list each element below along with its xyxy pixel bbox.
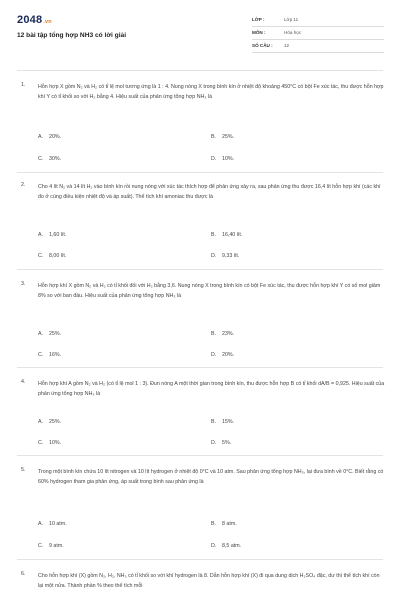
question-text: Trong một bình kín chứa 10 lít nitrogen và 10 lít hydrogen ở nhiệt độ 0°C và 10 atm. Sau phản ứng tổng hợp NH₃, lại đưa bình về 0°C. Biết rằng có 60% hydrogen tham gia phản ứng, áp suất trong bình sau phản ứng là (38, 469, 384, 485)
question-number: 2. (21, 182, 26, 188)
option-b[interactable] (211, 331, 234, 337)
option-c[interactable] (38, 253, 66, 259)
option-value: 25%. (49, 419, 62, 425)
question-number: 3. (21, 281, 26, 287)
option-value: 10%. (222, 156, 235, 162)
option-value: 8,5 atm. (222, 543, 242, 549)
option-letter: D. (211, 543, 217, 549)
option-d[interactable] (211, 156, 234, 162)
option-value: 15%. (222, 419, 235, 425)
option-value: 1,60 lít. (49, 232, 67, 238)
meta-row-class (252, 14, 384, 27)
option-letter: A. (38, 521, 44, 527)
option-b[interactable] (211, 419, 234, 425)
option-letter: A. (38, 232, 44, 238)
option-c[interactable] (38, 543, 64, 549)
option-letter: D. (211, 440, 217, 446)
question-divider (17, 367, 383, 368)
option-letter: D. (211, 352, 217, 358)
option-c[interactable] (38, 440, 61, 446)
option-value: 20%. (49, 134, 62, 140)
option-value: 8,00 lít. (49, 253, 67, 259)
option-c[interactable] (38, 352, 61, 358)
option-a[interactable] (38, 134, 61, 140)
option-d[interactable] (211, 440, 231, 446)
logo-text: 2048 (17, 14, 43, 26)
option-value: 20%. (222, 352, 235, 358)
option-value: 23%. (222, 331, 235, 337)
question-text: Hỗn hợp khí X gồm N₂ và H₂ có tỉ khối đối với H₂ bằng 3,6. Nung nóng X trong bình kín có bột Fe xúc tác, thu được hỗn hợp khí Y có số mol giảm 8% so với ban đầu. Hiệu suất của phản ứng tổng hợp NH₃ là (38, 283, 381, 299)
option-value: 16,40 lít. (222, 232, 243, 238)
page-header (0, 0, 400, 68)
meta-value: 12 (284, 43, 290, 48)
question-number: 6. (21, 571, 26, 577)
question-divider (17, 269, 383, 270)
option-letter: B. (211, 134, 217, 140)
option-value: 10%. (49, 440, 62, 446)
meta-key: SỐ CÂU : (252, 43, 273, 48)
option-c[interactable] (38, 156, 61, 162)
option-letter: C. (38, 253, 44, 259)
option-b[interactable] (211, 521, 237, 527)
meta-row-subject (252, 27, 384, 40)
option-letter: C. (38, 352, 44, 358)
question-number: 4. (21, 379, 26, 385)
meta-value: Hóa học (284, 30, 302, 35)
option-letter: C. (38, 440, 44, 446)
option-d[interactable] (211, 543, 241, 549)
document-title: 12 bài tập tổng hợp NH3 có lời giải (17, 32, 127, 39)
option-value: 5%. (222, 440, 232, 446)
question-divider (17, 455, 383, 456)
option-letter: C. (38, 156, 44, 162)
option-value: 8 atm. (222, 521, 237, 527)
meta-table (252, 14, 384, 53)
question-divider (17, 559, 383, 560)
option-value: 10 atm. (49, 521, 67, 527)
header-divider (17, 70, 383, 71)
option-value: 25%. (49, 331, 62, 337)
option-a[interactable] (38, 331, 61, 337)
meta-key: LỚP : (252, 17, 265, 22)
option-value: 9 atm. (49, 543, 64, 549)
option-letter: D. (211, 156, 217, 162)
question-text: Hỗn hợp khí A gồm N₂ và H₂ (có tỉ lệ mol 1 : 3). Đun nóng A một thời gian trong bình kín, thu được hỗn hợp B có tỉ khối dA/B = 0,925. Hiệu suất của phản ứng tổng hợp NH₃ là (38, 381, 385, 397)
question-text: Cho 4 lít N₂ và 14 lít H₂ vào bình kín rồi nung nóng với xúc tác thích hợp để phản ứng xảy ra, sau phản ứng thu được 16,4 lít hỗn hợp khí (các khí đo ở cùng điều kiện nhiệt độ và áp suất). Thể tích khí amoniac thu được là (38, 184, 381, 200)
option-a[interactable] (38, 419, 61, 425)
option-letter: D. (211, 253, 217, 259)
option-letter: A. (38, 331, 44, 337)
option-letter: B. (211, 521, 217, 527)
question-text: Hỗn hợp X gồm N₂ và H₂ có tỉ lệ mol tương ứng là 1 : 4. Nung nóng X trong bình kín ở nhiệt độ khoảng 450°C có bột Fe xúc tác, thu được hỗn hợp khí Y có tỉ khối so với H₂ bằng 4. Hiệu suất của phản ứng tổng hợp NH₃ là (38, 84, 384, 100)
meta-row-count (252, 40, 384, 53)
option-a[interactable] (38, 521, 67, 527)
meta-value: Lớp 11 (284, 17, 299, 22)
option-letter: B. (211, 232, 217, 238)
option-value: 30%. (49, 156, 62, 162)
site-logo[interactable] (17, 14, 52, 26)
option-value: 25%. (222, 134, 235, 140)
option-letter: A. (38, 419, 44, 425)
option-value: 9,33 lít. (222, 253, 240, 259)
question-divider (17, 172, 383, 173)
logo-suffix: .vn (43, 19, 52, 25)
option-letter: C. (38, 543, 44, 549)
question-number: 5. (21, 467, 26, 473)
option-letter: B. (211, 331, 217, 337)
option-value: 16%. (49, 352, 62, 358)
option-letter: A. (38, 134, 44, 140)
option-letter: B. (211, 419, 217, 425)
question-text: Cho hỗn hợp khí (X) gồm N₂, H₂, NH₃ có tỉ khối so với khí hydrogen là 8. Dẫn hỗn hợp khí (X) đi qua dung dịch H₂SO₄ đặc, dư thì thể tích khí còn lại một nửa. Thành phần % theo thể tích mỗi (38, 573, 380, 589)
option-a[interactable] (38, 232, 66, 238)
option-d[interactable] (211, 253, 239, 259)
option-b[interactable] (211, 134, 234, 140)
option-d[interactable] (211, 352, 234, 358)
meta-key: MÔN : (252, 30, 266, 35)
question-number: 1. (21, 82, 26, 88)
option-b[interactable] (211, 232, 242, 238)
